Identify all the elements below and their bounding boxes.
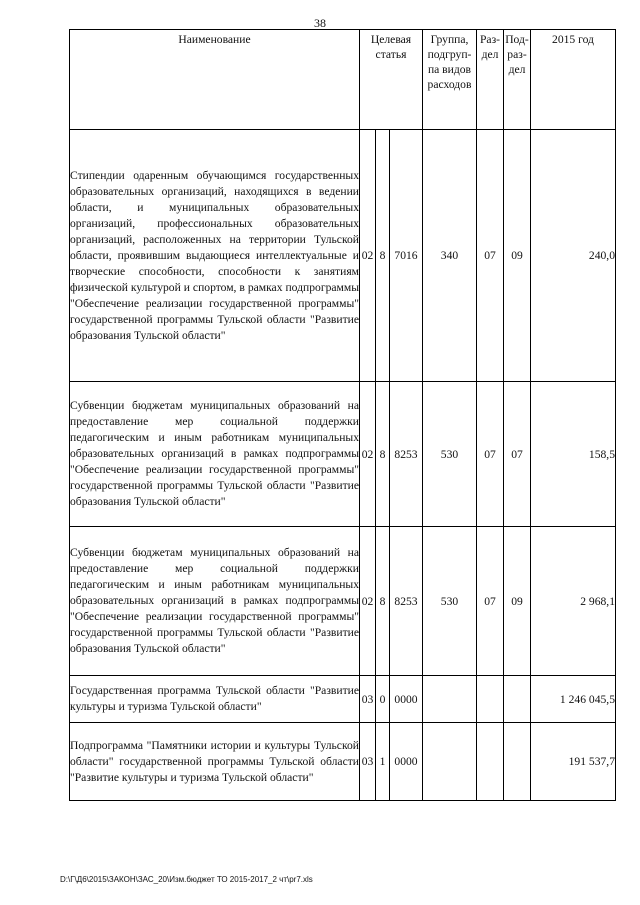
header-section: Раз-дел xyxy=(477,30,504,130)
row-name: Субвенции бюджетам муниципальных образований на предоставление мер социальной поддержки педагогическим и иным работникам муниципальных образовательных организаций в рамках подпрограммы "Обеспечение реализации государственной программы" государственной программы Тульской области "Развитие образования Тульской области" xyxy=(70,382,360,527)
row-amount: 240,0 xyxy=(531,130,616,382)
row-ts1: 03 xyxy=(360,723,376,801)
header-subsection: Под-раз-дел xyxy=(504,30,531,130)
row-ts1: 03 xyxy=(360,676,376,723)
row-subsection: 07 xyxy=(504,382,531,527)
header-name: Наименование xyxy=(70,30,360,130)
table-row xyxy=(70,382,616,527)
table-row xyxy=(70,527,616,676)
row-group xyxy=(423,676,477,723)
row-section xyxy=(477,676,504,723)
row-ts3: 0000 xyxy=(390,676,423,723)
table-row xyxy=(70,130,616,382)
row-ts2: 8 xyxy=(376,527,390,676)
row-amount: 2 968,1 xyxy=(531,527,616,676)
row-ts3: 8253 xyxy=(390,382,423,527)
header-row xyxy=(70,30,616,130)
row-section: 07 xyxy=(477,527,504,676)
row-section: 07 xyxy=(477,382,504,527)
row-name: Подпрограмма "Памятники истории и культуры Тульской области" государственной программы Тульской области "Развитие культуры и туризма Тульской области" xyxy=(70,723,360,801)
row-ts1: 02 xyxy=(360,130,376,382)
row-subsection xyxy=(504,723,531,801)
header-target-article: Целевая статья xyxy=(360,30,423,130)
budget-table xyxy=(69,29,616,801)
table-row xyxy=(70,676,616,723)
row-ts1: 02 xyxy=(360,527,376,676)
row-group xyxy=(423,723,477,801)
table-row xyxy=(70,723,616,801)
row-name: Стипендии одаренным обучающимся государственных образовательных организаций, находящихся в ведении области, и муниципальных образовательных организаций, профессиональных образовательных организаций, расположенных на территории Тульской области, проявившим выдающиеся интеллектуальные и творческие способности, способности к занятиям физической культурой и спортом, в рамках подпрограммы "Обеспечение реализации государственной программы" государственной программы Тульской области "Развитие образования Тульской области" xyxy=(70,130,360,382)
row-name: Государственная программа Тульской области "Развитие культуры и туризма Тульской области" xyxy=(70,676,360,723)
header-group: Группа, подгруп-па видов расходов xyxy=(423,30,477,130)
row-ts3: 0000 xyxy=(390,723,423,801)
row-section xyxy=(477,723,504,801)
row-ts1: 02 xyxy=(360,382,376,527)
header-year: 2015 год xyxy=(531,30,616,130)
row-ts3: 8253 xyxy=(390,527,423,676)
row-amount: 158,5 xyxy=(531,382,616,527)
row-amount: 191 537,7 xyxy=(531,723,616,801)
row-section: 07 xyxy=(477,130,504,382)
row-group: 340 xyxy=(423,130,477,382)
file-path-footer: D:\Г\Д6\2015\ЗАКОН\ЗАС_20\Изм.бюджет ТО 2015-2017_2 чт\pr7.xls xyxy=(60,875,313,884)
row-ts3: 7016 xyxy=(390,130,423,382)
row-ts2: 0 xyxy=(376,676,390,723)
row-name: Субвенции бюджетам муниципальных образований на предоставление мер социальной поддержки педагогическим и иным работникам муниципальных образовательных организаций в рамках подпрограммы "Обеспечение реализации государственной программы" государственной программы Тульской области "Развитие образования Тульской области" xyxy=(70,527,360,676)
row-ts2: 8 xyxy=(376,382,390,527)
row-subsection xyxy=(504,676,531,723)
row-subsection: 09 xyxy=(504,130,531,382)
row-ts2: 8 xyxy=(376,130,390,382)
row-group: 530 xyxy=(423,527,477,676)
row-subsection: 09 xyxy=(504,527,531,676)
row-ts2: 1 xyxy=(376,723,390,801)
page-number: 38 xyxy=(314,16,326,30)
row-group: 530 xyxy=(423,382,477,527)
row-amount: 1 246 045,5 xyxy=(531,676,616,723)
